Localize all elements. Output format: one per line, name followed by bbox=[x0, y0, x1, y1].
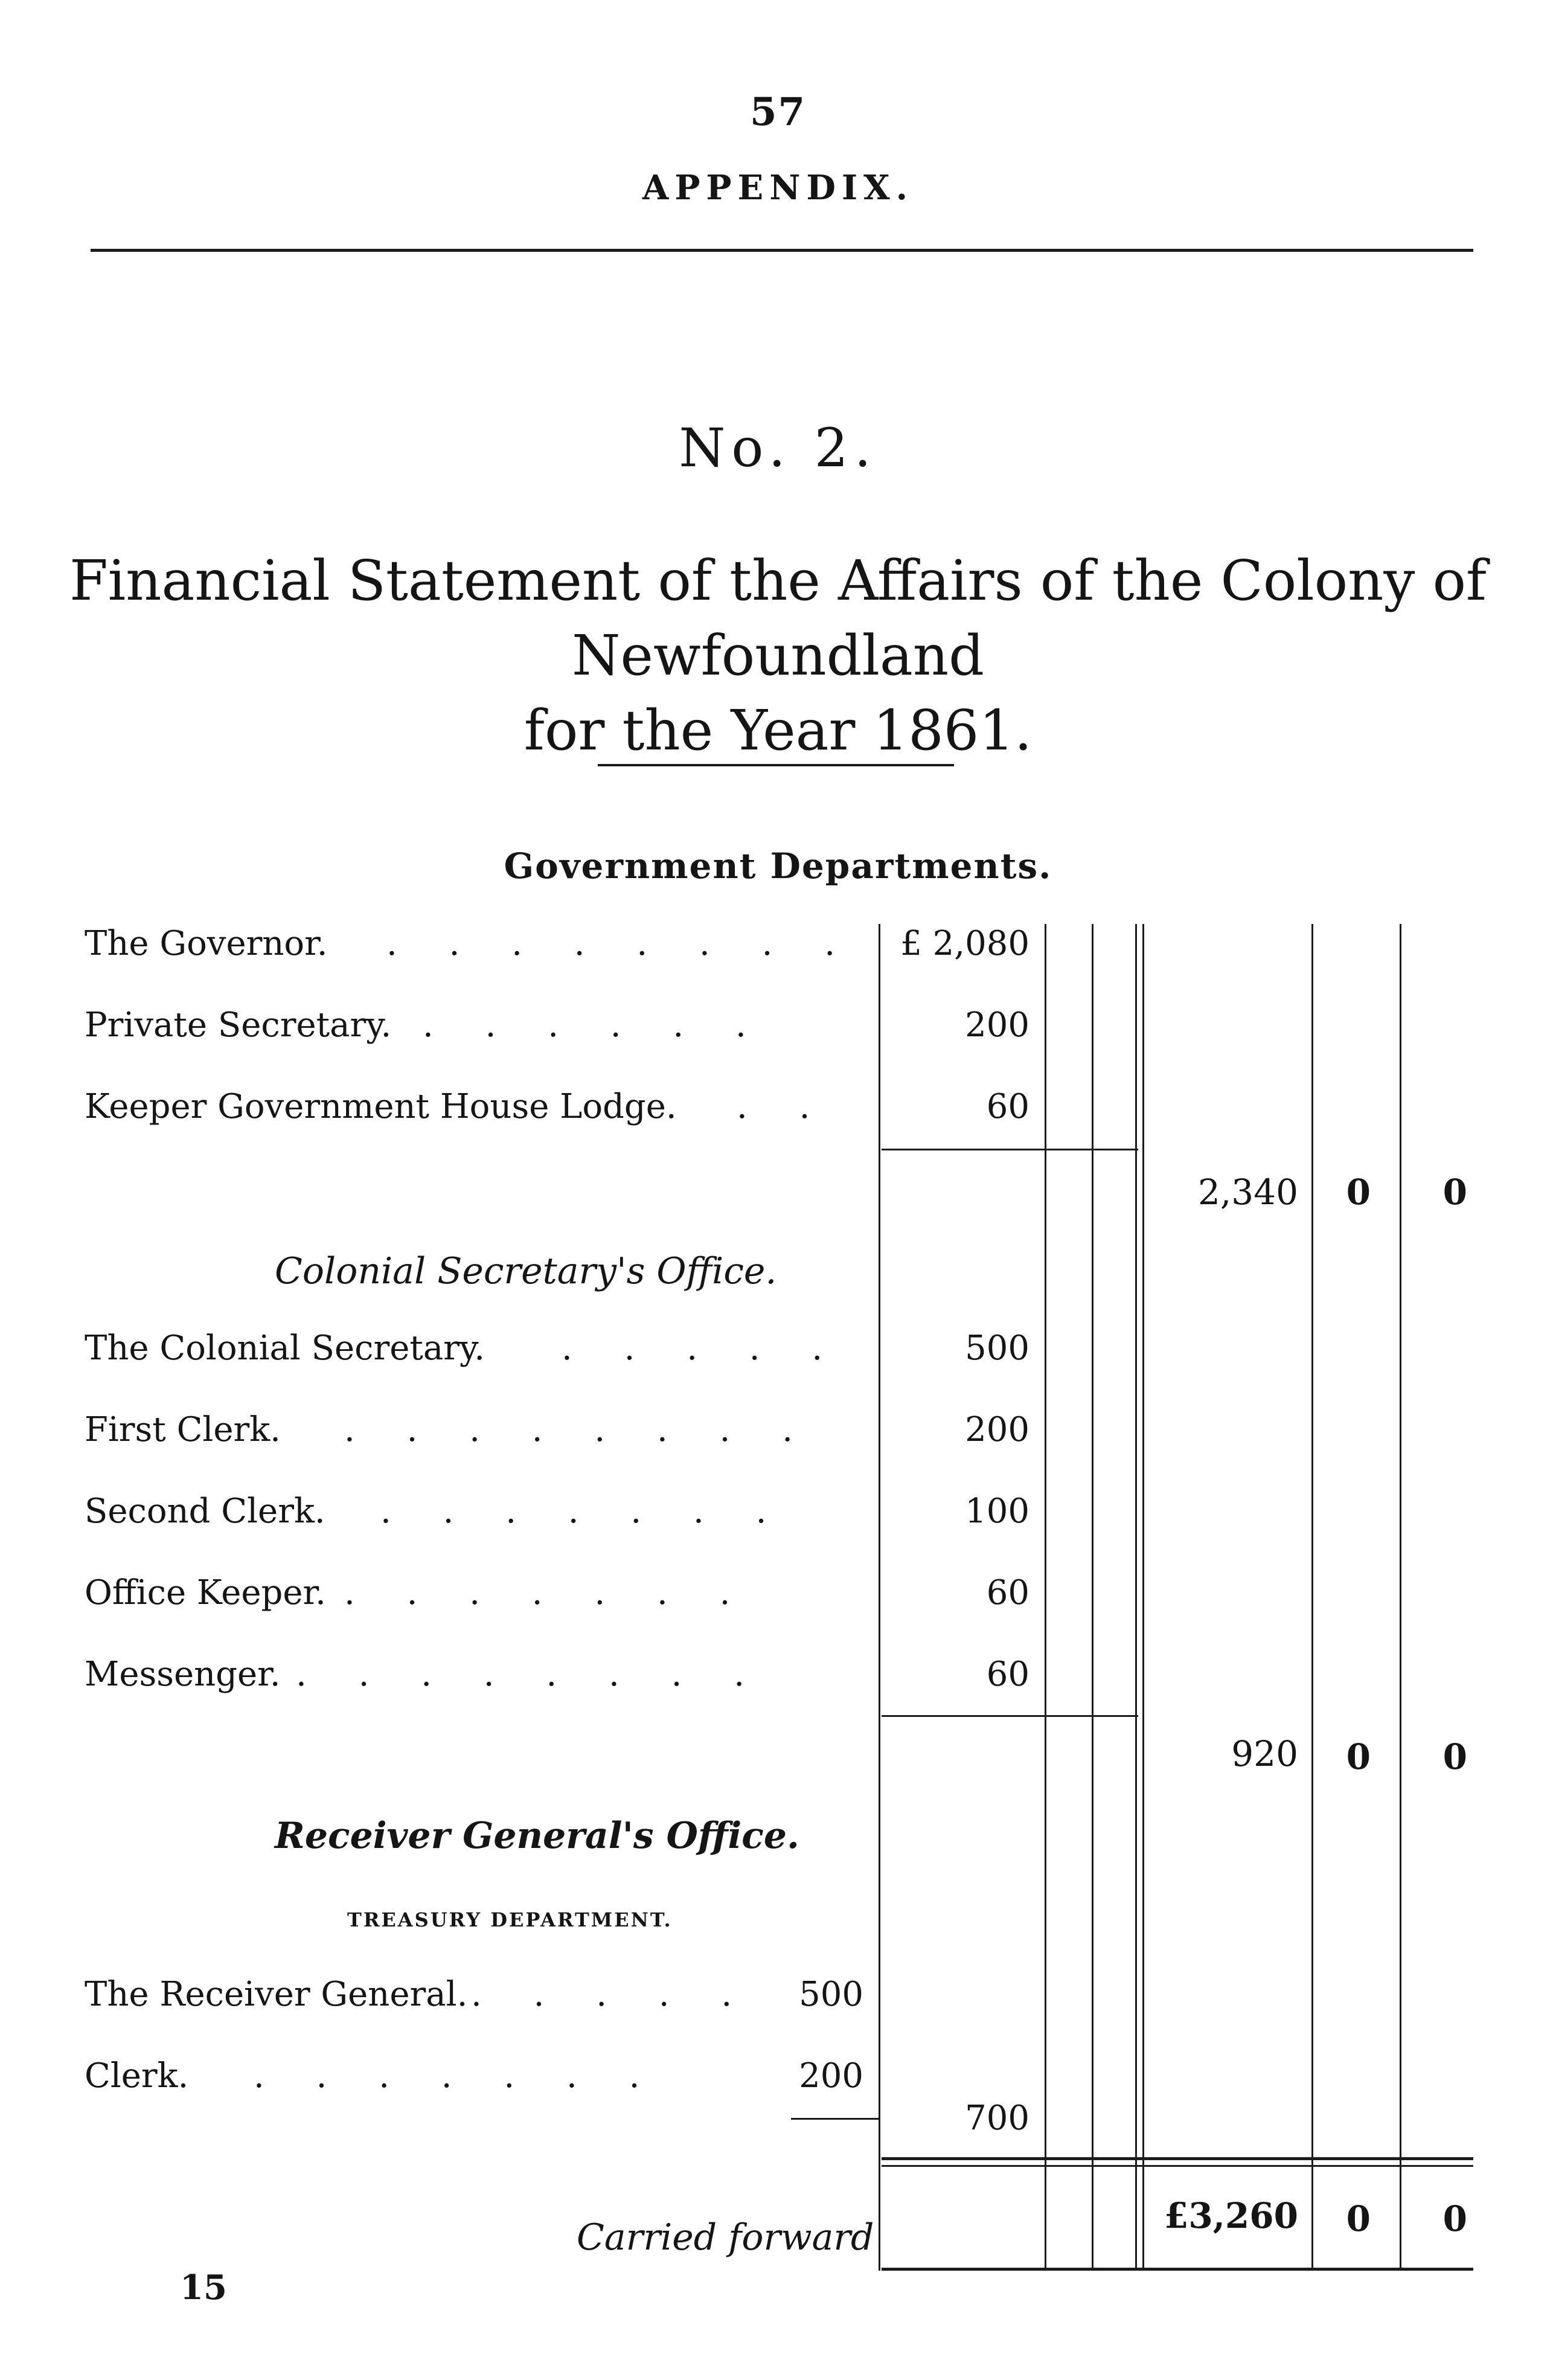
subheading-treasury-department: TREASURY DEPARTMENT. bbox=[347, 1908, 673, 1931]
document-number: No. 2. bbox=[679, 417, 877, 479]
amount-office-keeper: 60 bbox=[986, 1573, 1029, 1612]
title-rule bbox=[598, 764, 954, 766]
carried-forward-shillings: 0 bbox=[1346, 2198, 1371, 2239]
dot-leader: . . . . . . . . bbox=[296, 1655, 766, 1694]
row-label-private-secretary: Private Secretary. bbox=[85, 1006, 392, 1045]
document-title-line1: Financial Statement of the Affairs of the Colony of Newfoundland bbox=[69, 548, 1487, 688]
total-pence-colonial-secretary: 0 bbox=[1442, 1736, 1467, 1777]
subtotal-rule-receiver-general-inner bbox=[791, 2118, 880, 2120]
row-label-keeper-lodge: Keeper Government House Lodge. bbox=[85, 1087, 677, 1126]
column-rule-amount-left bbox=[879, 924, 880, 2271]
row-label-governor: The Governor. bbox=[85, 924, 328, 963]
header-rule bbox=[91, 249, 1473, 252]
subtotal-receiver-general: 700 bbox=[965, 2099, 1029, 2138]
column-rule-mid-2 bbox=[1135, 924, 1137, 2271]
dot-leader: . . . . . . . bbox=[254, 2056, 661, 2096]
total-pounds-colonial-secretary: 920 bbox=[1231, 1733, 1298, 1774]
amount-first-clerk: 200 bbox=[965, 1410, 1029, 1449]
amount-clerk: 200 bbox=[799, 2056, 863, 2096]
dot-leader: . . . . . . . bbox=[344, 1573, 751, 1612]
amount-colonial-secretary: 500 bbox=[965, 1329, 1029, 1368]
bottom-rule bbox=[882, 2268, 1473, 2271]
section-heading-receiver-general: Receiver General's Office. bbox=[275, 1815, 799, 1857]
signature-mark: 15 bbox=[180, 2268, 227, 2308]
amount-messenger: 60 bbox=[986, 1655, 1029, 1694]
row-label-second-clerk: Second Clerk. bbox=[85, 1492, 325, 1531]
row-label-clerk: Clerk. bbox=[85, 2056, 189, 2096]
column-rule-shillings-right bbox=[1400, 924, 1401, 2271]
amount-governor: £ 2,080 bbox=[900, 924, 1029, 963]
running-title: APPENDIX. bbox=[642, 168, 914, 208]
dot-leader: . . bbox=[737, 1087, 831, 1126]
dot-leader: . . . . . . bbox=[423, 1006, 767, 1045]
amount-receiver-general: 500 bbox=[799, 1975, 863, 2014]
column-rule-mid-3 bbox=[1142, 924, 1144, 2271]
row-label-first-clerk: First Clerk. bbox=[85, 1410, 281, 1449]
section-heading-colonial-secretary: Colonial Secretary's Office. bbox=[275, 1250, 777, 1292]
dot-leader: . . . . . . . . bbox=[386, 924, 856, 963]
dot-leader: . . . . . . . bbox=[380, 1492, 787, 1531]
total-rule-upper bbox=[882, 2157, 1473, 2160]
total-pounds-government: 2,340 bbox=[1197, 1172, 1298, 1213]
section-heading-government-departments: Government Departments. bbox=[504, 845, 1052, 887]
document-title bbox=[0, 544, 1556, 768]
row-label-receiver-general: The Receiver General. bbox=[85, 1975, 468, 2014]
page-number: 57 bbox=[749, 89, 807, 135]
carried-forward-label: Carried forward bbox=[577, 2216, 874, 2259]
dot-leader: . . . . . . . . bbox=[344, 1410, 814, 1449]
document-title-line2: for the Year 1861. bbox=[523, 698, 1033, 763]
column-rule-amount-right bbox=[1045, 924, 1046, 2271]
dot-leader: . . . . . bbox=[471, 1975, 753, 2014]
carried-forward-pence: 0 bbox=[1442, 2198, 1467, 2239]
row-label-office-keeper: Office Keeper. bbox=[85, 1573, 326, 1612]
column-rule-mid-1 bbox=[1092, 924, 1093, 2271]
total-shillings-colonial-secretary: 0 bbox=[1346, 1736, 1371, 1777]
carried-forward-pounds: £3,260 bbox=[1164, 2195, 1298, 2236]
row-label-messenger: Messenger. bbox=[85, 1655, 281, 1694]
total-pence-government: 0 bbox=[1442, 1172, 1467, 1213]
column-rule-pounds-right bbox=[1311, 924, 1313, 2271]
subtotal-rule-government bbox=[882, 1149, 1138, 1150]
dot-leader: . . . . . bbox=[562, 1329, 844, 1368]
total-rule-lower bbox=[882, 2165, 1473, 2167]
row-label-colonial-secretary: The Colonial Secretary. bbox=[85, 1329, 485, 1368]
amount-private-secretary: 200 bbox=[965, 1006, 1029, 1045]
amount-keeper-lodge: 60 bbox=[986, 1087, 1029, 1126]
amount-second-clerk: 100 bbox=[965, 1492, 1029, 1531]
total-shillings-government: 0 bbox=[1346, 1172, 1371, 1213]
subtotal-rule-colonial-secretary bbox=[882, 1715, 1138, 1717]
